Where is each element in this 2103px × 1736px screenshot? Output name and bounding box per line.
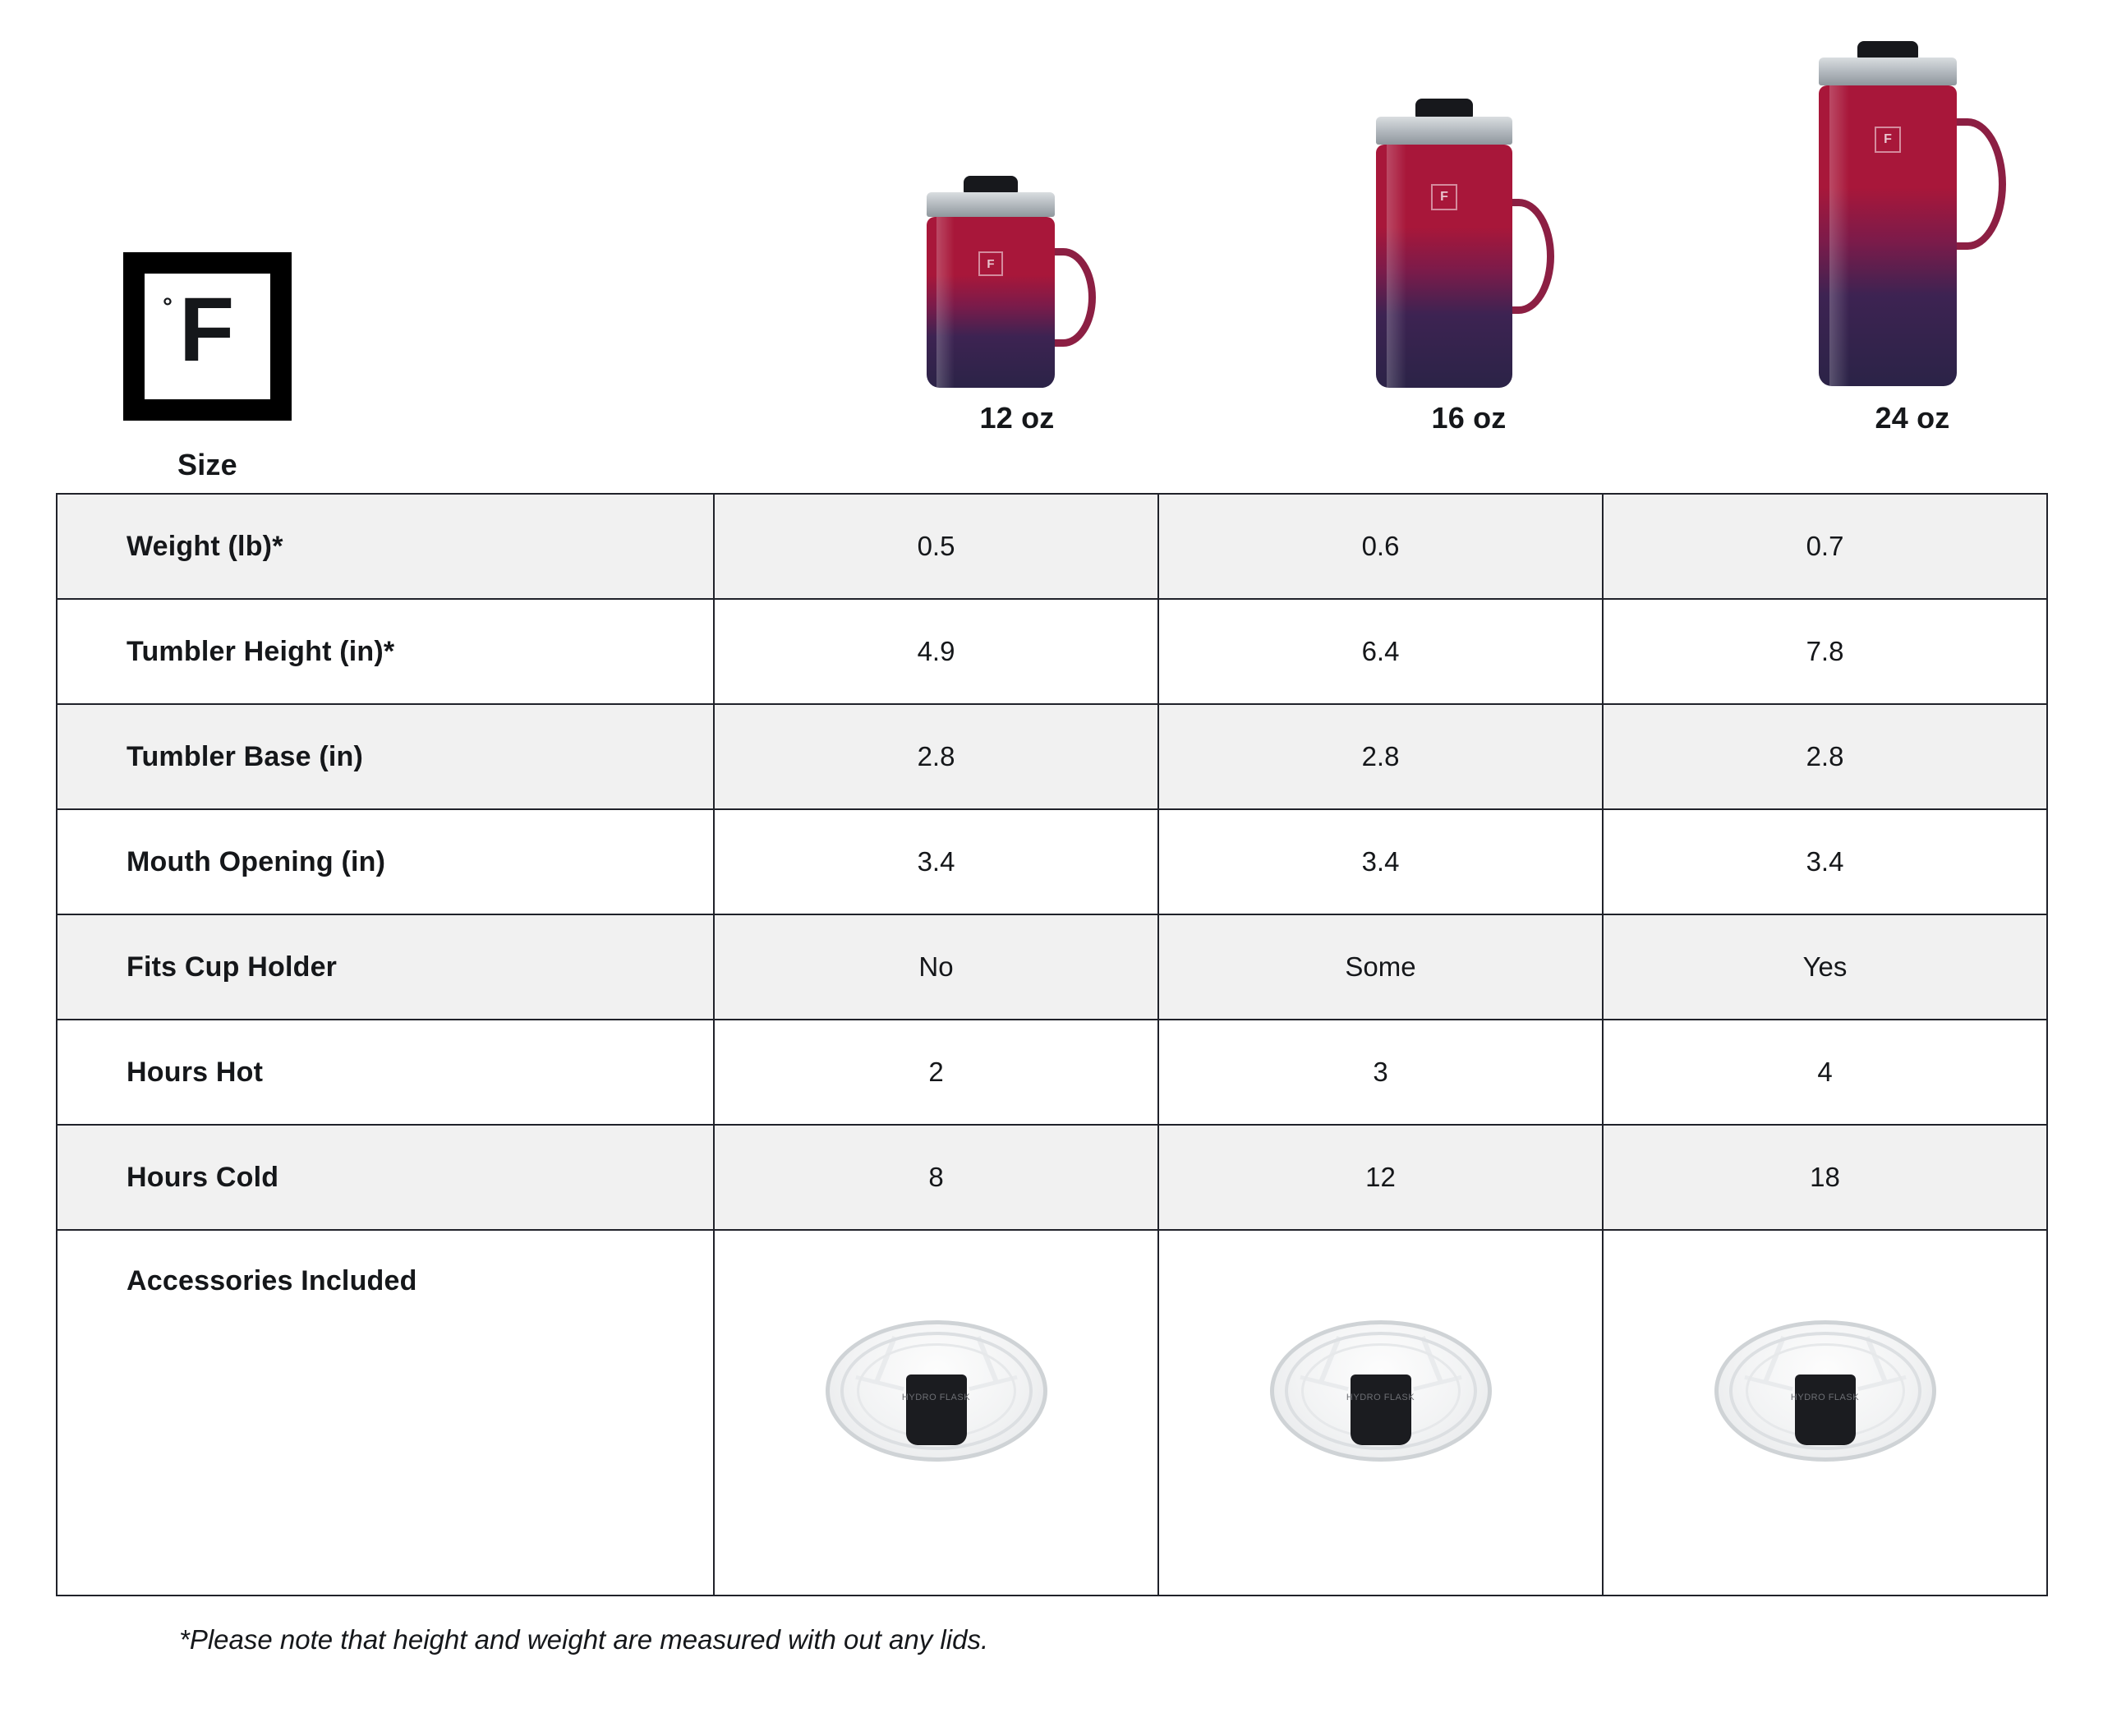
table-row (57, 914, 2047, 1020)
press-in-lid-icon (1270, 1320, 1492, 1462)
body-16oz (1376, 145, 1512, 388)
press-in-lid-icon (826, 1320, 1047, 1462)
table-row (57, 1125, 2047, 1230)
row-label: Tumbler Base (in) (57, 704, 714, 809)
cell-16oz: 2.8 (1158, 704, 1603, 809)
cell-12oz: 3.4 (714, 809, 1158, 914)
table-row (57, 704, 2047, 809)
table-row (57, 494, 2047, 599)
cell-24oz: 3.4 (1603, 809, 2047, 914)
body-24oz (1819, 85, 1957, 386)
cell-12oz: 0.5 (714, 494, 1158, 599)
cell-24oz: 18 (1603, 1125, 2047, 1230)
table-row (57, 1020, 2047, 1125)
cell-16oz: 3 (1158, 1020, 1603, 1125)
lid-brand-mark: HYDRO FLASK (1346, 1393, 1415, 1402)
row-label: Tumbler Height (in)* (57, 599, 714, 704)
cell-12oz: 8 (714, 1125, 1158, 1230)
cell-16oz: 0.6 (1158, 494, 1603, 599)
footnote: *Please note that height and weight are measured with out any lids. (179, 1624, 989, 1655)
row-label: Mouth Opening (in) (57, 809, 714, 914)
cell-accessory-16oz (1158, 1230, 1603, 1596)
cell-24oz: 2.8 (1603, 704, 2047, 809)
lid-24oz (1819, 58, 1957, 85)
cell-24oz: Yes (1603, 914, 2047, 1020)
cell-12oz: 2.8 (714, 704, 1158, 809)
cell-12oz: 2 (714, 1020, 1158, 1125)
row-label: Accessories Included (57, 1230, 714, 1596)
body-12oz (927, 217, 1055, 388)
table-row (57, 809, 2047, 914)
column-label-16oz: 16 oz (1431, 401, 1507, 435)
logo-badge-24oz: F (1875, 127, 1901, 153)
press-in-lid-icon (1714, 1320, 1936, 1462)
tumbler-16oz-icon (1346, 84, 1592, 388)
lid-16oz (1376, 117, 1512, 145)
column-label-12oz: 12 oz (979, 401, 1055, 435)
cell-accessory-24oz (1603, 1230, 2047, 1596)
cell-accessory-12oz (714, 1230, 1158, 1596)
cell-16oz: 6.4 (1158, 599, 1603, 704)
cell-16oz: 12 (1158, 1125, 1603, 1230)
row-label: Hours Cold (57, 1125, 714, 1230)
cell-24oz: 0.7 (1603, 494, 2047, 599)
logo-badge-12oz: F (978, 251, 1003, 276)
table-row-accessories (57, 1230, 2047, 1596)
row-label: Weight (lb)* (57, 494, 714, 599)
letter-f: F (179, 279, 233, 380)
cell-12oz: No (714, 914, 1158, 1020)
row-label: Fits Cup Holder (57, 914, 714, 1020)
degree-symbol: ° (163, 293, 173, 320)
cell-16oz: Some (1158, 914, 1603, 1020)
product-column-12oz (886, 158, 1148, 435)
size-column-header: Size (177, 448, 237, 481)
specs-table (56, 493, 2048, 1596)
product-column-24oz (1781, 36, 2044, 435)
tumbler-24oz-icon (1789, 36, 2036, 388)
lid-brand-mark: HYDRO FLASK (901, 1393, 971, 1402)
lid-brand-mark: HYDRO FLASK (1790, 1393, 1860, 1402)
table-row (57, 599, 2047, 704)
cell-24oz: 7.8 (1603, 599, 2047, 704)
cell-16oz: 3.4 (1158, 809, 1603, 914)
lid-12oz (927, 192, 1055, 217)
cell-12oz: 4.9 (714, 599, 1158, 704)
product-images-row (56, 0, 2047, 493)
row-label: Hours Hot (57, 1020, 714, 1125)
cell-24oz: 4 (1603, 1020, 2047, 1125)
tumbler-12oz-icon (894, 158, 1140, 388)
product-column-16oz (1337, 84, 1600, 435)
logo-badge-16oz: F (1431, 184, 1457, 210)
header-area (56, 0, 2047, 493)
column-label-24oz: 24 oz (1875, 401, 1950, 435)
